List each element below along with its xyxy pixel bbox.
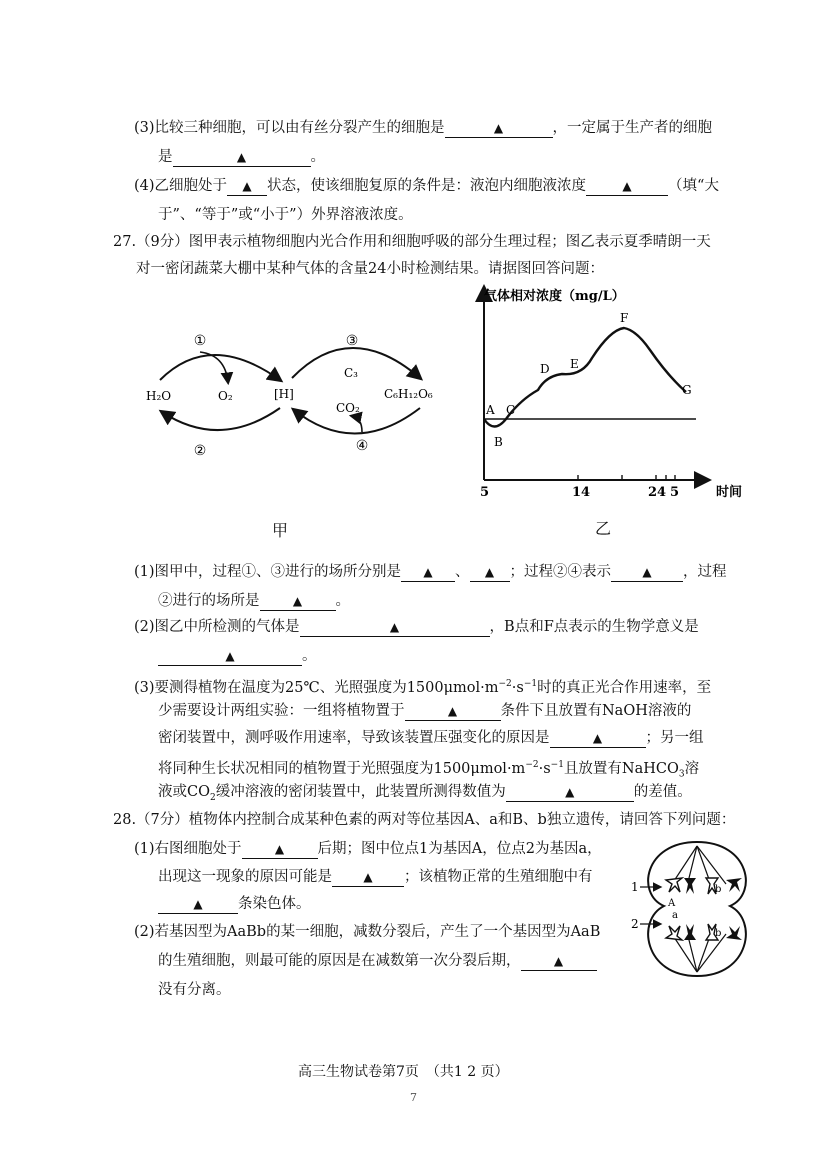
arrow-process-1: [160, 355, 280, 380]
site-label-1: 1: [631, 880, 639, 894]
answer-blank[interactable]: ▲: [332, 869, 404, 887]
x-tick-label: 14: [572, 485, 591, 500]
q27-part3-line5: 液或$CO_2$缓冲溶液的密闭装置中，此装置所测得数值为 ▲ 的差值。: [158, 784, 692, 803]
gene-label-a: a: [672, 910, 678, 921]
gene-label-A: A: [668, 898, 676, 909]
answer-blank[interactable]: ▲: [173, 149, 311, 167]
q27-part3-line1: (3)要测得植物在温度为25℃、光照强度为$1500\mu mol\cdot m^{-2}\cdot s^{-1}$时的真正光合作用速率，至: [134, 679, 712, 696]
answer-blank[interactable]: ▲: [242, 841, 318, 859]
q28-stem: 28.（7分）植物体内控制合成某种色素的两对等位基因A、a和B、b独立遗传，请回答下列问题：: [113, 812, 736, 828]
answer-blank[interactable]: ▲: [586, 178, 668, 196]
q28-part2-line3: 没有分离。: [158, 982, 231, 998]
q27-part1-line2: ②进行的场所是 ▲ 。: [158, 593, 350, 609]
q28-part1-line3: ▲ 条染色体。: [158, 894, 311, 914]
chromosomes-top: [666, 878, 742, 894]
diagram-jia: [130, 320, 475, 470]
q28-part2-line1: (2)若基因型为AaBb的某一细胞，减数分裂后，产生了一个基因型为AaB: [134, 924, 601, 940]
point-label-c: C: [506, 403, 516, 417]
y-axis-label: 气体相对浓度（mg/L）: [484, 289, 625, 304]
page-footer: 高三生物试卷第7页 （共1 2 页）: [298, 1064, 509, 1080]
answer-blank[interactable]: ▲: [227, 178, 267, 196]
point-label-a: A: [486, 403, 495, 417]
gene-label-b-top: b: [715, 884, 722, 895]
label-h2o: H₂O: [146, 389, 172, 403]
answer-blank[interactable]: ▲: [550, 730, 646, 748]
point-label-f: F: [620, 311, 629, 325]
chart-yi: [470, 280, 750, 510]
q26-part3-line2: 是 ▲ 。: [158, 149, 325, 165]
label-process-3: ③: [345, 333, 359, 349]
gene-label-b-bottom: b: [715, 928, 722, 939]
answer-blank[interactable]: ▲: [445, 120, 553, 138]
caption-jia: 甲: [272, 521, 289, 540]
caption-yi: 乙: [595, 519, 612, 538]
answer-blank[interactable]: ▲: [611, 564, 683, 582]
x-tick-label: 5: [480, 485, 490, 500]
q27-part2-line1: (2)图乙中所检测的气体是 ▲ ，B点和F点表示的生物学意义是: [134, 619, 699, 635]
spindle-fibers: [672, 846, 726, 972]
label-process-2: ②: [193, 443, 207, 459]
x-axis-label: 时间: [716, 485, 743, 500]
q28-part1-line1: (1)右图细胞处于 ▲ 后期；图中位点1为基因A，位点2为基因a，: [134, 841, 602, 857]
answer-blank[interactable]: ▲: [158, 896, 238, 914]
cell-membrane: [648, 842, 746, 976]
label-c3: C₃: [344, 366, 358, 380]
arrow-process-2: [162, 408, 280, 430]
label-process-1: ①: [193, 333, 207, 349]
answer-blank[interactable]: ▲: [158, 648, 302, 666]
answer-blank[interactable]: ▲: [405, 703, 501, 721]
q27-part2-line2: ▲ 。: [158, 646, 317, 666]
chromosomes-bottom: [666, 924, 742, 940]
label-co2: CO₂: [336, 401, 360, 415]
label-process-4: ④: [355, 438, 369, 454]
answer-blank[interactable]: ▲: [521, 953, 597, 971]
site-label-2: 2: [631, 917, 639, 931]
page-number: 7: [410, 1091, 417, 1104]
label-o2: O₂: [218, 389, 233, 403]
label-h: [H]: [274, 387, 294, 401]
cell-division-diagram: [630, 834, 765, 984]
q26-part4-line2: 于”、“等于”或“小于”）外界溶液浓度。: [158, 207, 413, 223]
x-tick-label: 5: [670, 485, 680, 500]
answer-blank[interactable]: ▲: [401, 564, 455, 582]
answer-blank[interactable]: ▲: [300, 619, 490, 637]
q27-part3-line4: 将同种生长状况相同的植物置于光照强度为$1500\mu mol\cdot m^{-2}\cdot s^{-1}$且放置有NaHCO$_3$溶: [158, 760, 700, 780]
q27-part3-line2: 少需要设计两组实验：一组将植物置于 ▲ 条件下且放置有NaOH溶液的: [158, 703, 692, 719]
answer-blank[interactable]: ▲: [506, 784, 634, 802]
q28-part2-line2: 的生殖细胞，则最可能的原因是在减数第一次分裂后期， ▲: [158, 951, 597, 971]
point-label-e: E: [570, 357, 579, 371]
point-label-b: B: [494, 435, 503, 449]
q26-part3-line1: (3)比较三种细胞，可以由有丝分裂产生的细胞是 ▲ ，一定属于生产者的细胞: [134, 120, 713, 136]
x-tick-label: 24: [648, 485, 667, 500]
arrow-to-co2: [352, 416, 362, 432]
point-label-g: G: [682, 383, 692, 397]
q27-part3-line3: 密闭装置中，测呼吸作用速率，导致该装置压强变化的原因是 ▲ ；另一组: [158, 730, 704, 746]
q28-part1-line2: 出现这一现象的原因可能是 ▲ ；该植物正常的生殖细胞中有: [158, 869, 593, 885]
label-glucose: C₆H₁₂O₆: [384, 387, 433, 401]
q27-stem-line2: 对一密闭蔬菜大棚中某种气体的含量24小时检测结果。请据图回答问题：: [136, 261, 604, 277]
q26-part4-line1: (4)乙细胞处于 ▲ 状态，使该细胞复原的条件是：液泡内细胞液浓度 ▲ （填“大: [134, 178, 719, 194]
q27-stem-line1: 27.（9分）图甲表示植物细胞内光合作用和细胞呼吸的部分生理过程；图乙表示夏季晴朗一天: [113, 234, 711, 250]
q27-part1-line1: (1)图甲中，过程①、③进行的场所分别是 ▲ 、 ▲ ；过程②④表示 ▲ ，过程: [134, 564, 727, 580]
point-label-d: D: [540, 362, 550, 376]
answer-blank[interactable]: ▲: [260, 593, 336, 611]
answer-blank[interactable]: ▲: [470, 564, 510, 582]
